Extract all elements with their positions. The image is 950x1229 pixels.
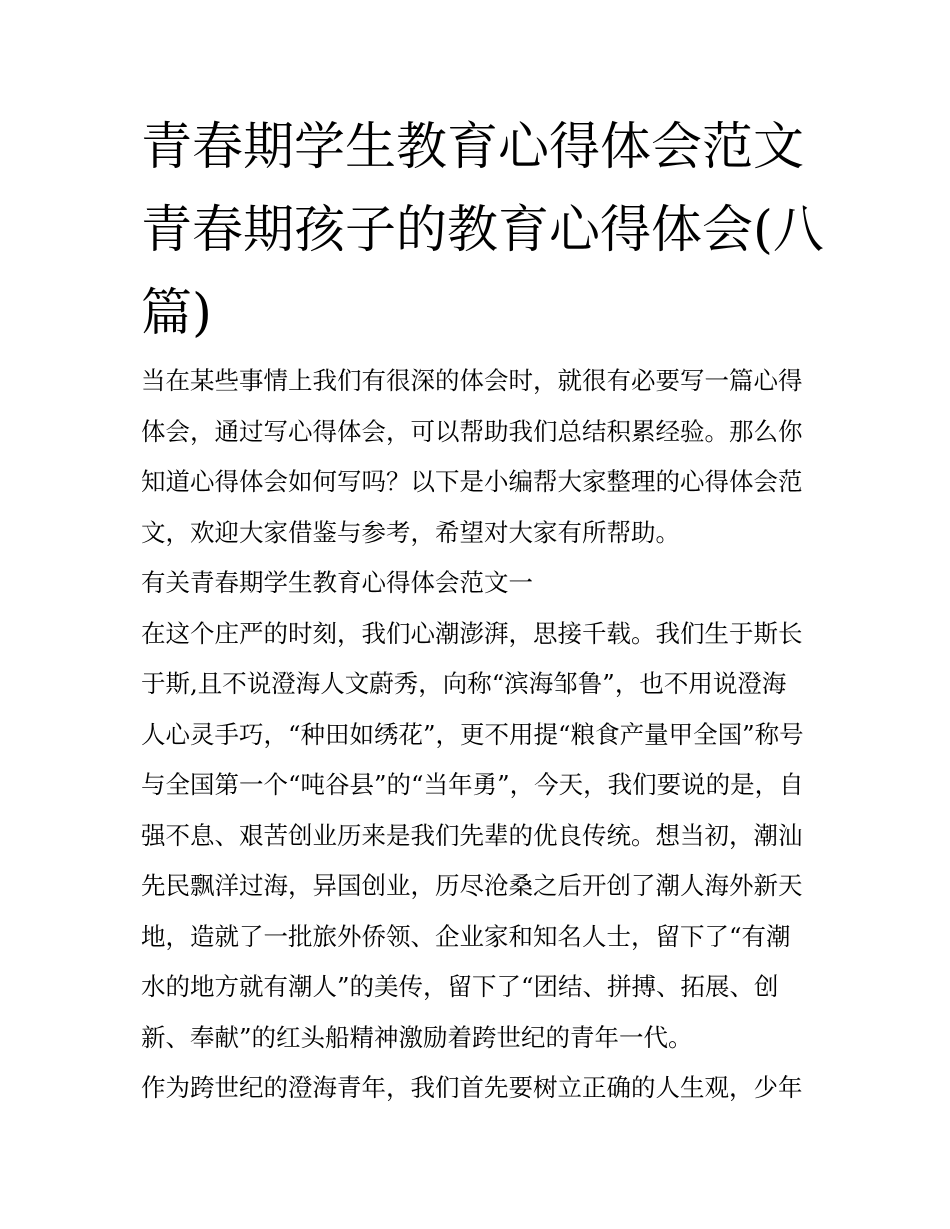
document-title bbox=[141, 106, 831, 355]
body-line-6: 在这个庄严的时刻，我们心潮澎湃，思接千载。我们生于斯长 bbox=[141, 618, 803, 648]
title-line-1: 青春期学生教育心得体会范文 bbox=[141, 118, 805, 177]
title-line-3: 篇) bbox=[141, 284, 212, 343]
body-line-3: 知道心得体会如何写吗？以下是小编帮大家整理的心得体会范 bbox=[141, 467, 803, 496]
body-line-15: 作为跨世纪的澄海青年，我们首先要树立正确的人生观，少年 bbox=[141, 1073, 803, 1102]
body-line-14: 新、奉献”的红头船精神激励着跨世纪的青年一代。 bbox=[141, 1022, 693, 1052]
body-line-1: 当在某些事情上我们有很深的体会时，就很有必要写一篇心得 bbox=[141, 366, 803, 395]
body-line-11: 先民飘洋过海，异国创业，历尽沧桑之后开创了潮人海外新天 bbox=[141, 871, 803, 900]
body-line-10: 强不息、艰苦创业历来是我们先辈的优良传统。想当初，潮汕 bbox=[141, 820, 803, 850]
body-line-8: 人心灵手巧，“种田如绣花”，更不用提“粮食产量甲全国”称号 bbox=[141, 719, 804, 749]
body-line-13: 水的地方就有潮人”的美传，留下了“团结、拼搏、拓展、创 bbox=[141, 972, 779, 1001]
document-body bbox=[141, 356, 821, 1114]
body-line-9: 与全国第一个“吨谷县”的“当年勇”，今天，我们要说的是，自 bbox=[141, 770, 804, 799]
section-heading: 有关青春期学生教育心得体会范文一 bbox=[141, 568, 533, 597]
body-line-7: 于斯,且不说澄海人文蔚秀，向称“滨海邹鲁”，也不用说澄海 bbox=[141, 669, 787, 698]
body-line-12: 地，造就了一批旅外侨领、企业家和知名人士，留下了“有潮 bbox=[141, 921, 791, 951]
title-line-2: 青春期孩子的教育心得体会(八 bbox=[141, 201, 824, 260]
body-line-2: 体会，通过写心得体会，可以帮助我们总结积累经验。那么你 bbox=[141, 416, 803, 446]
body-line-4: 文，欢迎大家借鉴与参考，希望对大家有所帮助。 bbox=[141, 517, 680, 547]
